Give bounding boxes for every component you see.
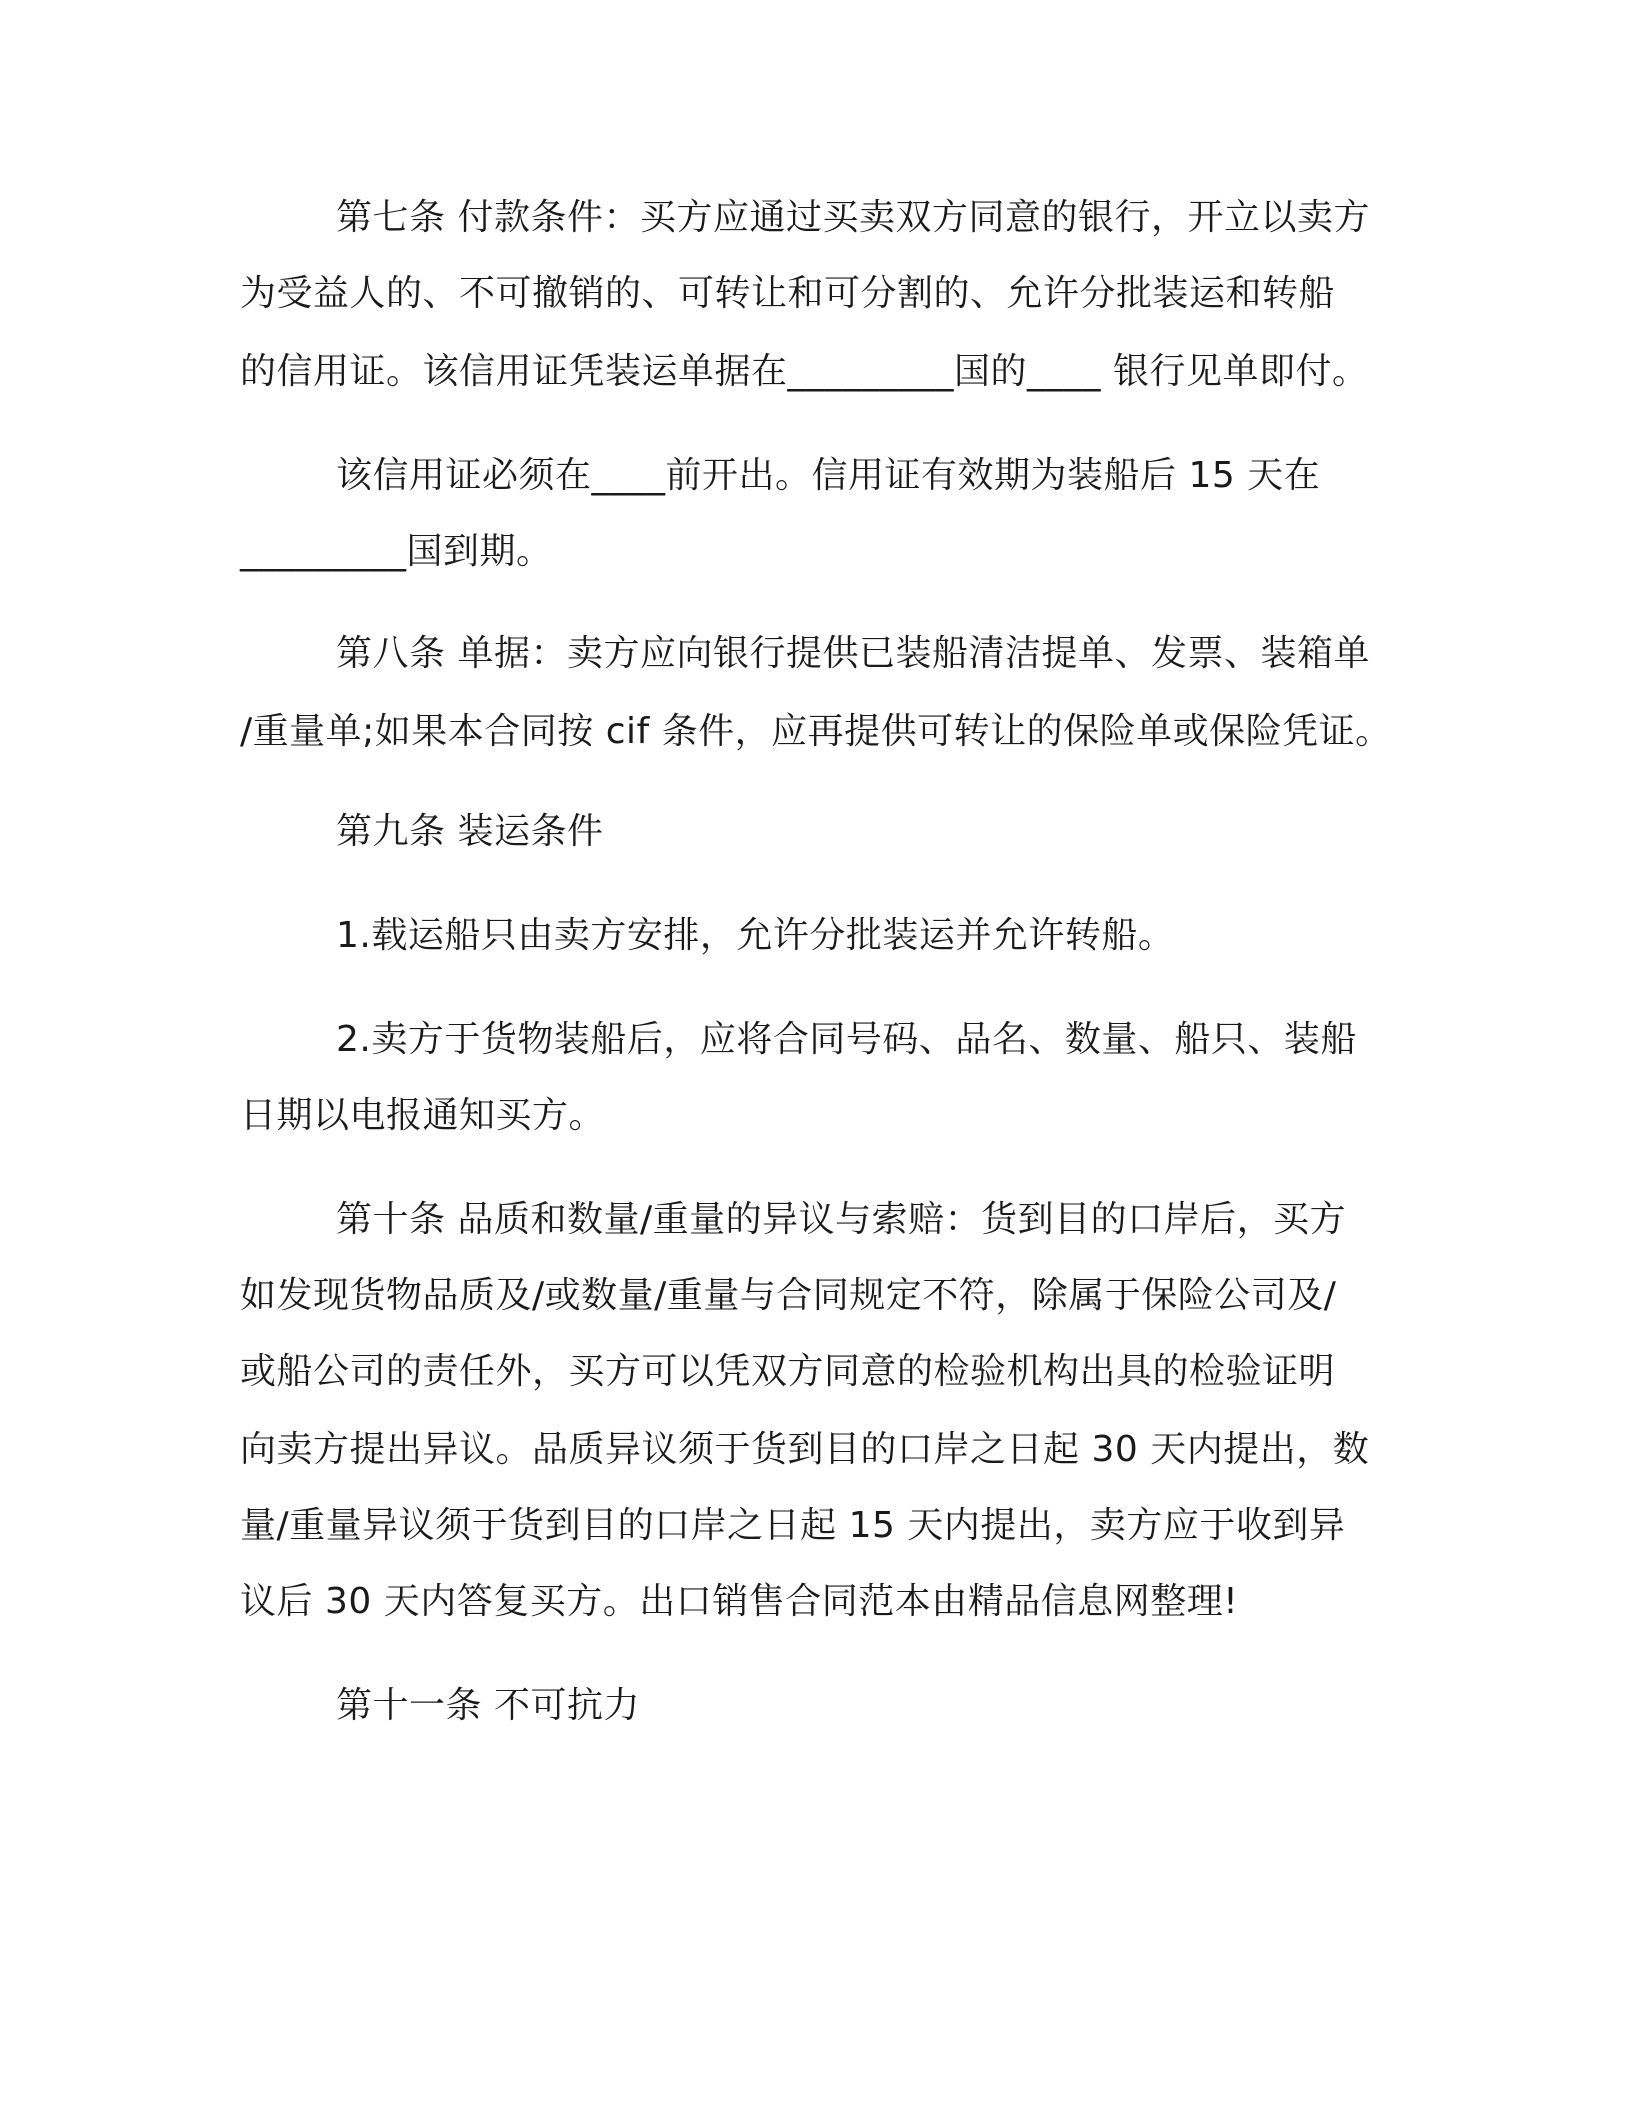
article-10-line-3: 或船公司的责任外，买方可以凭双方同意的检验机构出具的检验证明	[240, 1351, 1336, 1392]
article-10-line-4: 向卖方提出异议。品质异议须于货到目的口岸之日起 30 天内提出，数	[240, 1429, 1370, 1470]
lc-paragraph-line-1: 该信用证必须在____前开出。信用证有效期为装船后 15 天在	[336, 455, 1321, 496]
article-8-line-2: /重量单;如果本合同按 cif 条件，应再提供可转让的保险单或保险凭证。	[240, 711, 1392, 752]
article-7-line-1: 第七条 付款条件：买方应通过买卖双方同意的银行，开立以卖方	[336, 197, 1370, 238]
article-10-line-6: 议后 30 天内答复买方。出口销售合同范本由精品信息网整理!	[240, 1581, 1239, 1622]
article-9-item-2-line-2: 日期以电报通知买方。	[240, 1095, 606, 1136]
article-7-line-2: 为受益人的、不可撤销的、可转让和可分割的、允许分批装运和转船	[240, 273, 1336, 314]
article-9-heading: 第九条 装运条件	[336, 811, 604, 852]
article-11-heading: 第十一条 不可抗力	[336, 1685, 640, 1726]
lc-paragraph-line-2: _________国到期。	[240, 531, 553, 572]
article-10-line-2: 如发现货物品质及/或数量/重量与合同规定不符，除属于保险公司及/	[240, 1275, 1337, 1316]
article-10-line-1: 第十条 品质和数量/重量的异议与索赔：货到目的口岸后，买方	[336, 1199, 1347, 1240]
article-8-line-1: 第八条 单据：卖方应向银行提供已装船清洁提单、发票、装箱单	[336, 633, 1370, 674]
article-7-line-3: 的信用证。该信用证凭装运单据在_________国的____ 银行见单即付。	[240, 351, 1369, 392]
article-9-item-2-line-1: 2.卖方于货物装船后，应将合同号码、品名、数量、船只、装船	[336, 1019, 1357, 1060]
article-10-line-5: 量/重量异议须于货到目的口岸之日起 15 天内提出，卖方应于收到异	[240, 1505, 1346, 1546]
article-9-item-1: 1.载运船只由卖方安排，允许分批装运并允许转船。	[336, 915, 1175, 956]
